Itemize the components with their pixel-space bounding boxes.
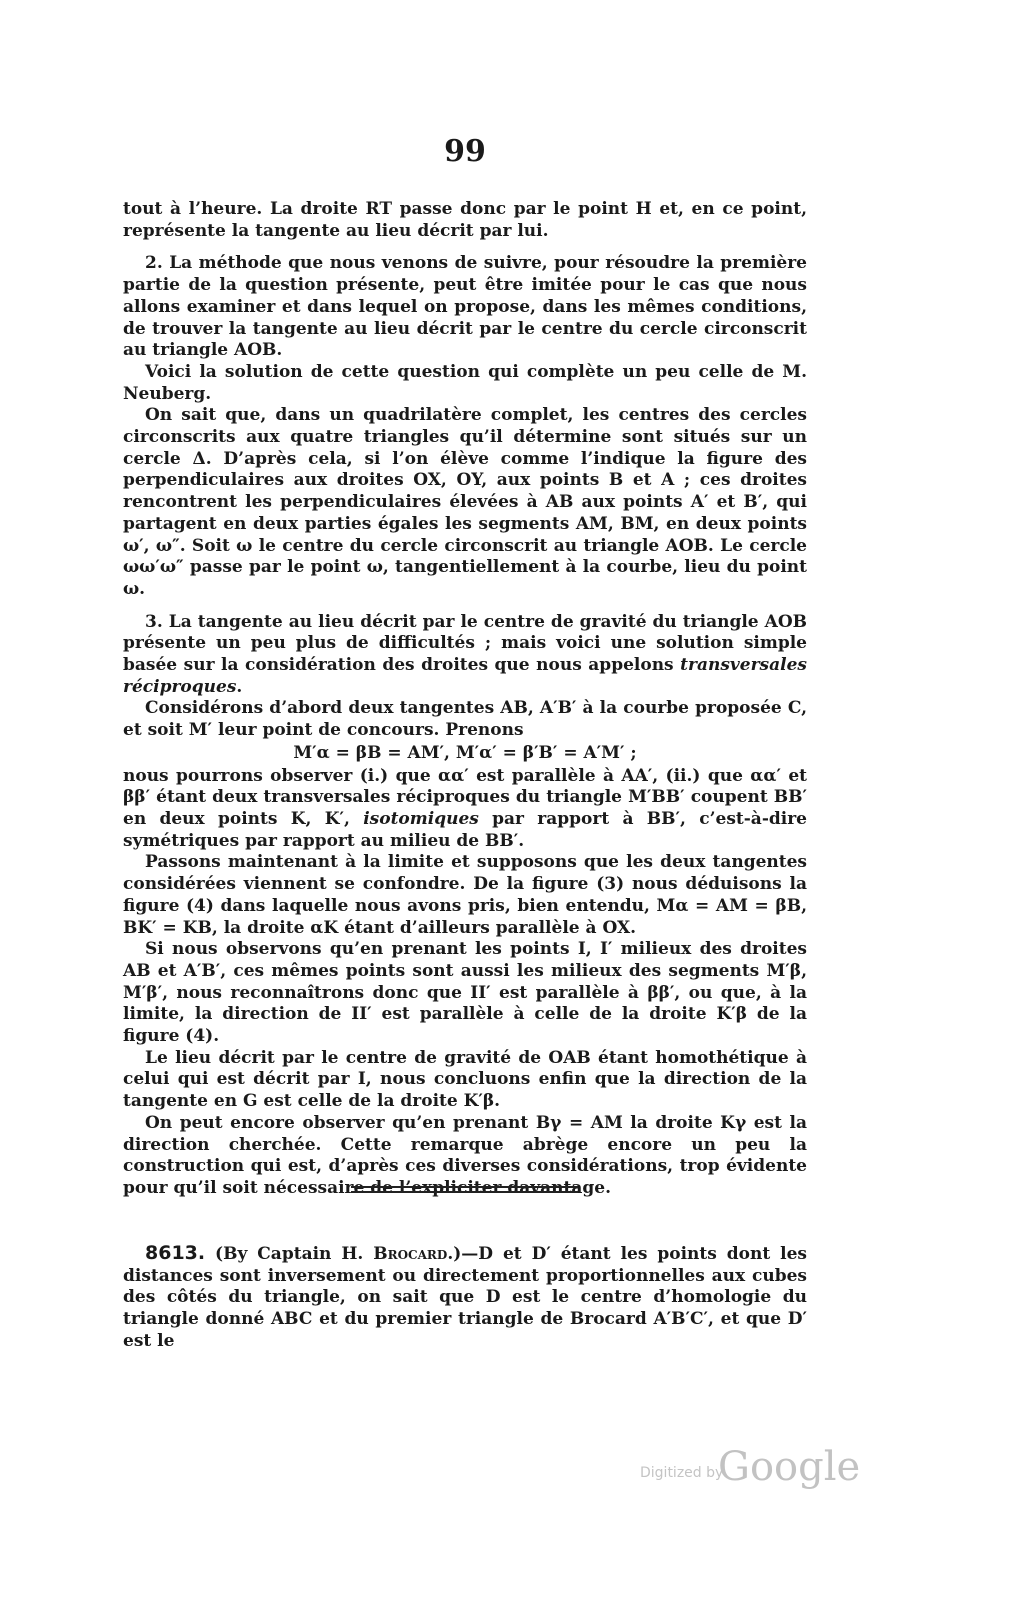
paragraph-text: par rapport à BB′, c’est-à-dire symétriques par rapport au milieu de BB′. [123,808,807,851]
paragraph [123,766,807,853]
separator-rule-top [351,1186,578,1188]
paragraph: On peut encore observer qu’en prenant Bγ = AM la droite Kγ est la direction cherchée. Cette remarque abrège encore un peu la construction qui est, d’après ces diverses considérations, trop évidente pour qu’il soit nécessaire de l’expliciter davantage. [123,1112,807,1198]
digitized-by-label: Digitized by [640,1465,724,1481]
question-author: Brocard [373,1244,448,1264]
paragraph-text: nous pourrons observer (i.) que αα′ est parallèle à AA′, (ii.) que αα′ et ββ′ étant deux transversales réciproques du triangle M′BB′ coupent BB′ en deux points K, K′, [123,765,807,829]
paragraph-section-2: 2. La méthode que nous venons de suivre, pour résoudre la première partie de la question présente, peut être imitée pour le cas que nous allons examiner et dans lequel on propose, dans les mêmes conditions, de trouver la tangente au lieu décrit par le centre du cercle circonscrit au triangle AOB. [123,253,807,361]
italic-term: transversales réciproques [123,655,807,697]
paragraph: tout à l’heure. La droite RT passe donc par le point H et, en ce point, représente la tangente au lieu décrit par lui. [123,199,807,241]
question-number: 8613. [145,1242,206,1264]
italic-term: isotomiques [363,808,479,829]
separator-rule-bottom [351,1191,578,1193]
question-by: (By Captain H. [205,1244,374,1264]
page-number: 99 [444,134,486,169]
paragraph: Considérons d’abord deux tangentes AB, A′B′ à la courbe proposée C, et soit M′ leur point de concours. Prenons [123,698,807,741]
paragraph: Si nous observons qu’en prenant les points I, I′ milieux des droites AB et A′B′, ces mêmes points sont aussi les milieux des segments M′β, M′β′, nous reconnaîtrons donc que II′ est parallèle à ββ′, ou que, à la limite, la direction de II′ est parallèle à celle de la droite K′β de la figure (4). [123,939,807,1047]
paragraph: On sait que, dans un quadrilatère complet, les centres des cercles circonscrits aux quatre triangles qu’il détermine sont situés sur un cercle Δ. D’après cela, si l’on élève comme l’indique la figure des perpendiculaires aux droites OX, OY, aux points B et A ; ces droites rencontrent les perpendiculaires élevées à AB aux points A′ et B′, qui partagent en deux parties égales les segments AM, BM, en deux points ω′, ω″. Soit ω le centre du cercle circonscrit au triangle AOB. Le cercle ωω′ω″ passe par le point ω, tangentiellement à la courbe, lieu du point ω. [123,405,807,599]
paragraph-section-3 [123,612,807,699]
question-by: .)— [447,1244,479,1264]
paragraph-text: . [236,676,243,697]
body-text [123,199,807,1200]
google-logo: Google [718,1444,861,1490]
question-block [123,1243,807,1353]
paragraph: Le lieu décrit par le centre de gravité de OAB étant homothétique à celui qui est décrit par I, nous concluons enfin que la direction de la tangente en G est celle de la droite K′β. [123,1047,807,1112]
paragraph: Voici la solution de cette question qui complète un peu celle de M. Neuberg. [123,361,807,404]
question-paragraph [123,1243,807,1353]
paragraph: Passons maintenant à la limite et supposons que les deux tangentes considérées viennent se confondre. De la figure (3) nous déduisons la figure (4) dans laquelle nous avons pris, bien entendu, Mα = AM = βB, BK′ = KB, la droite αK étant d’ailleurs parallèle à OX. [123,852,807,938]
paragraph-text: 3. La tangente au lieu décrit par le centre de gravité du triangle AOB présente un peu plus de difficultés ; mais voici une solution simple basée sur la considération des droites que nous appelons [123,611,807,676]
question-text: D et D′ étant les points dont les distances sont inversement ou directement proportionnelles aux cubes des côtés du triangle, on sait que D est le centre d’homologie du triangle donné ABC et du premier triangle de Brocard A′B′C′, et que D′ est le [123,1244,807,1351]
formula: M′α = βB = AM′, M′α′ = β′B′ = A′M′ ; [293,742,637,763]
